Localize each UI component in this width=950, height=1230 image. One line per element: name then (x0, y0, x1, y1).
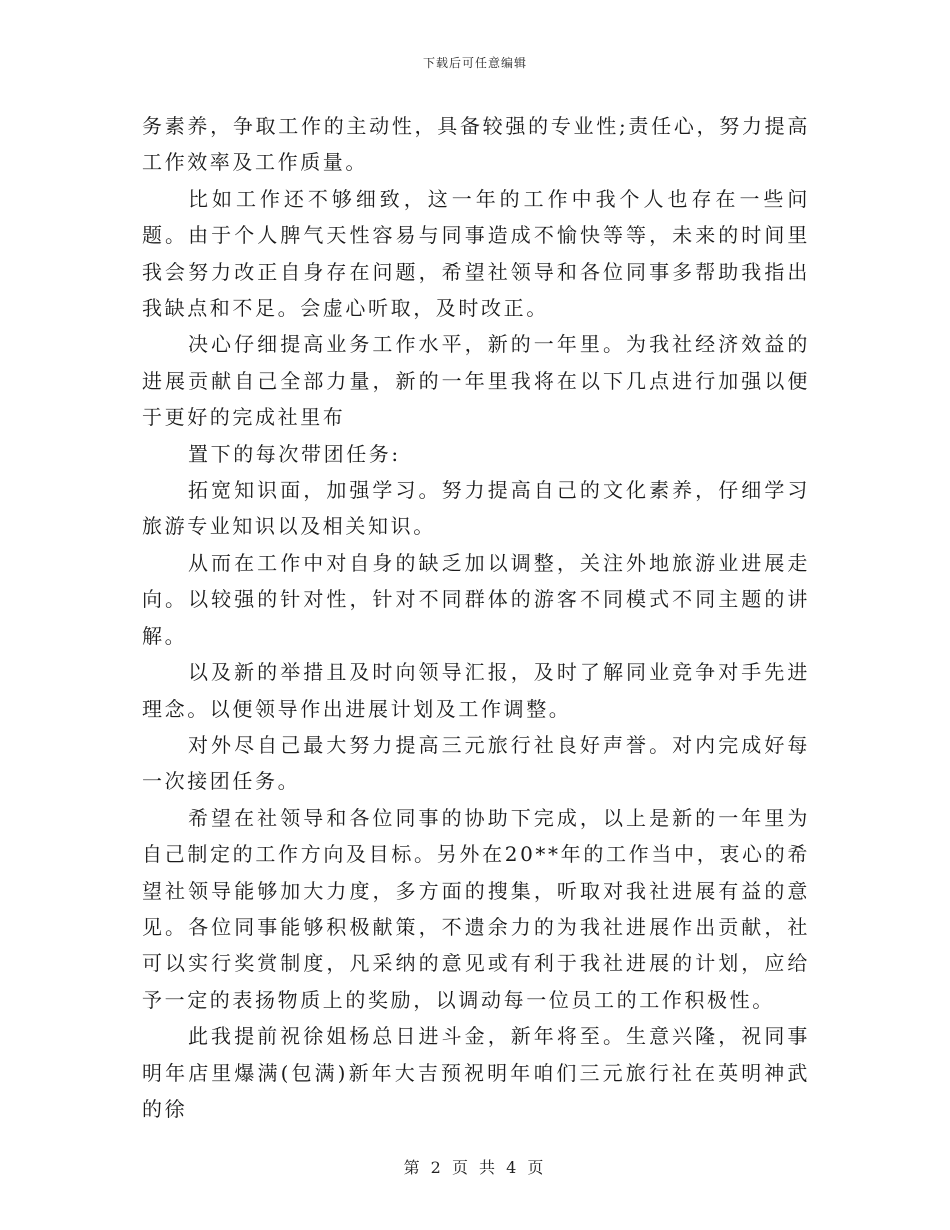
page-number: 第 2 页 共 4 页 (403, 1158, 547, 1177)
paragraph-6: 从而在工作中对自身的缺乏加以调整，关注外地旅游业进展走向。以较强的针对性，针对不同群体的游客不同模式不同主题的讲解。 (142, 550, 810, 648)
paragraph-3: 决心仔细提高业务工作水平，新的一年里。为我社经济效益的进展贡献自己全部力量，新的一年里我将在以下几点进行加强以便于更好的完成社里布 (142, 332, 810, 430)
paragraph-1: 务素养，争取工作的主动性，具备较强的专业性;责任心，努力提高工作效率及工作质量。 (142, 114, 810, 175)
paragraph-10: 此我提前祝徐姐杨总日进斗金，新年将至。生意兴隆，祝同事明年店里爆满(包满)新年大吉预祝明年咱们三元旅行社在英明神武的徐 (142, 1024, 810, 1121)
paragraph-4: 置下的每次带团任务: (188, 441, 401, 466)
paragraph-2: 比如工作还不够细致，这一年的工作中我个人也存在一些问题。由于个人脾气天性容易与同事造成不愉快等等，未来的时间里我会努力改正自身存在问题，希望社领导和各位同事多帮助我指出我缺点和不足。会虚心听取，及时改正。 (142, 186, 810, 321)
document-body (142, 108, 810, 1127)
paragraph-8: 对外尽自己最大努力提高三元旅行社良好声誉。对内完成好每一次接团任务。 (142, 732, 810, 794)
paragraph-5: 拓宽知识面，加强学习。努力提高自己的文化素养，仔细学习旅游专业知识以及相关知识。 (142, 478, 810, 539)
page-header: 下载后可任意编辑 (422, 56, 527, 70)
paragraph-7: 以及新的举措且及时向领导汇报，及时了解同业竞争对手先进理念。以便领导作出进展计划及工作调整。 (142, 660, 810, 721)
paragraph-9: 希望在社领导和各位同事的协助下完成，以上是新的一年里为自己制定的工作方向及目标。另外在20**年的工作当中，衷心的希望社领导能够加大力度，多方面的搜集，听取对我社进展有益的意见。各位同事能够积极献策，不遗余力的为我社进展作出贡献，社可以实行奖赏制度，凡采纳的意见或有利于我社进展的计划，应给予一定的表扬物质上的奖励，以调动每一位员工的工作积极性。 (142, 805, 810, 1012)
